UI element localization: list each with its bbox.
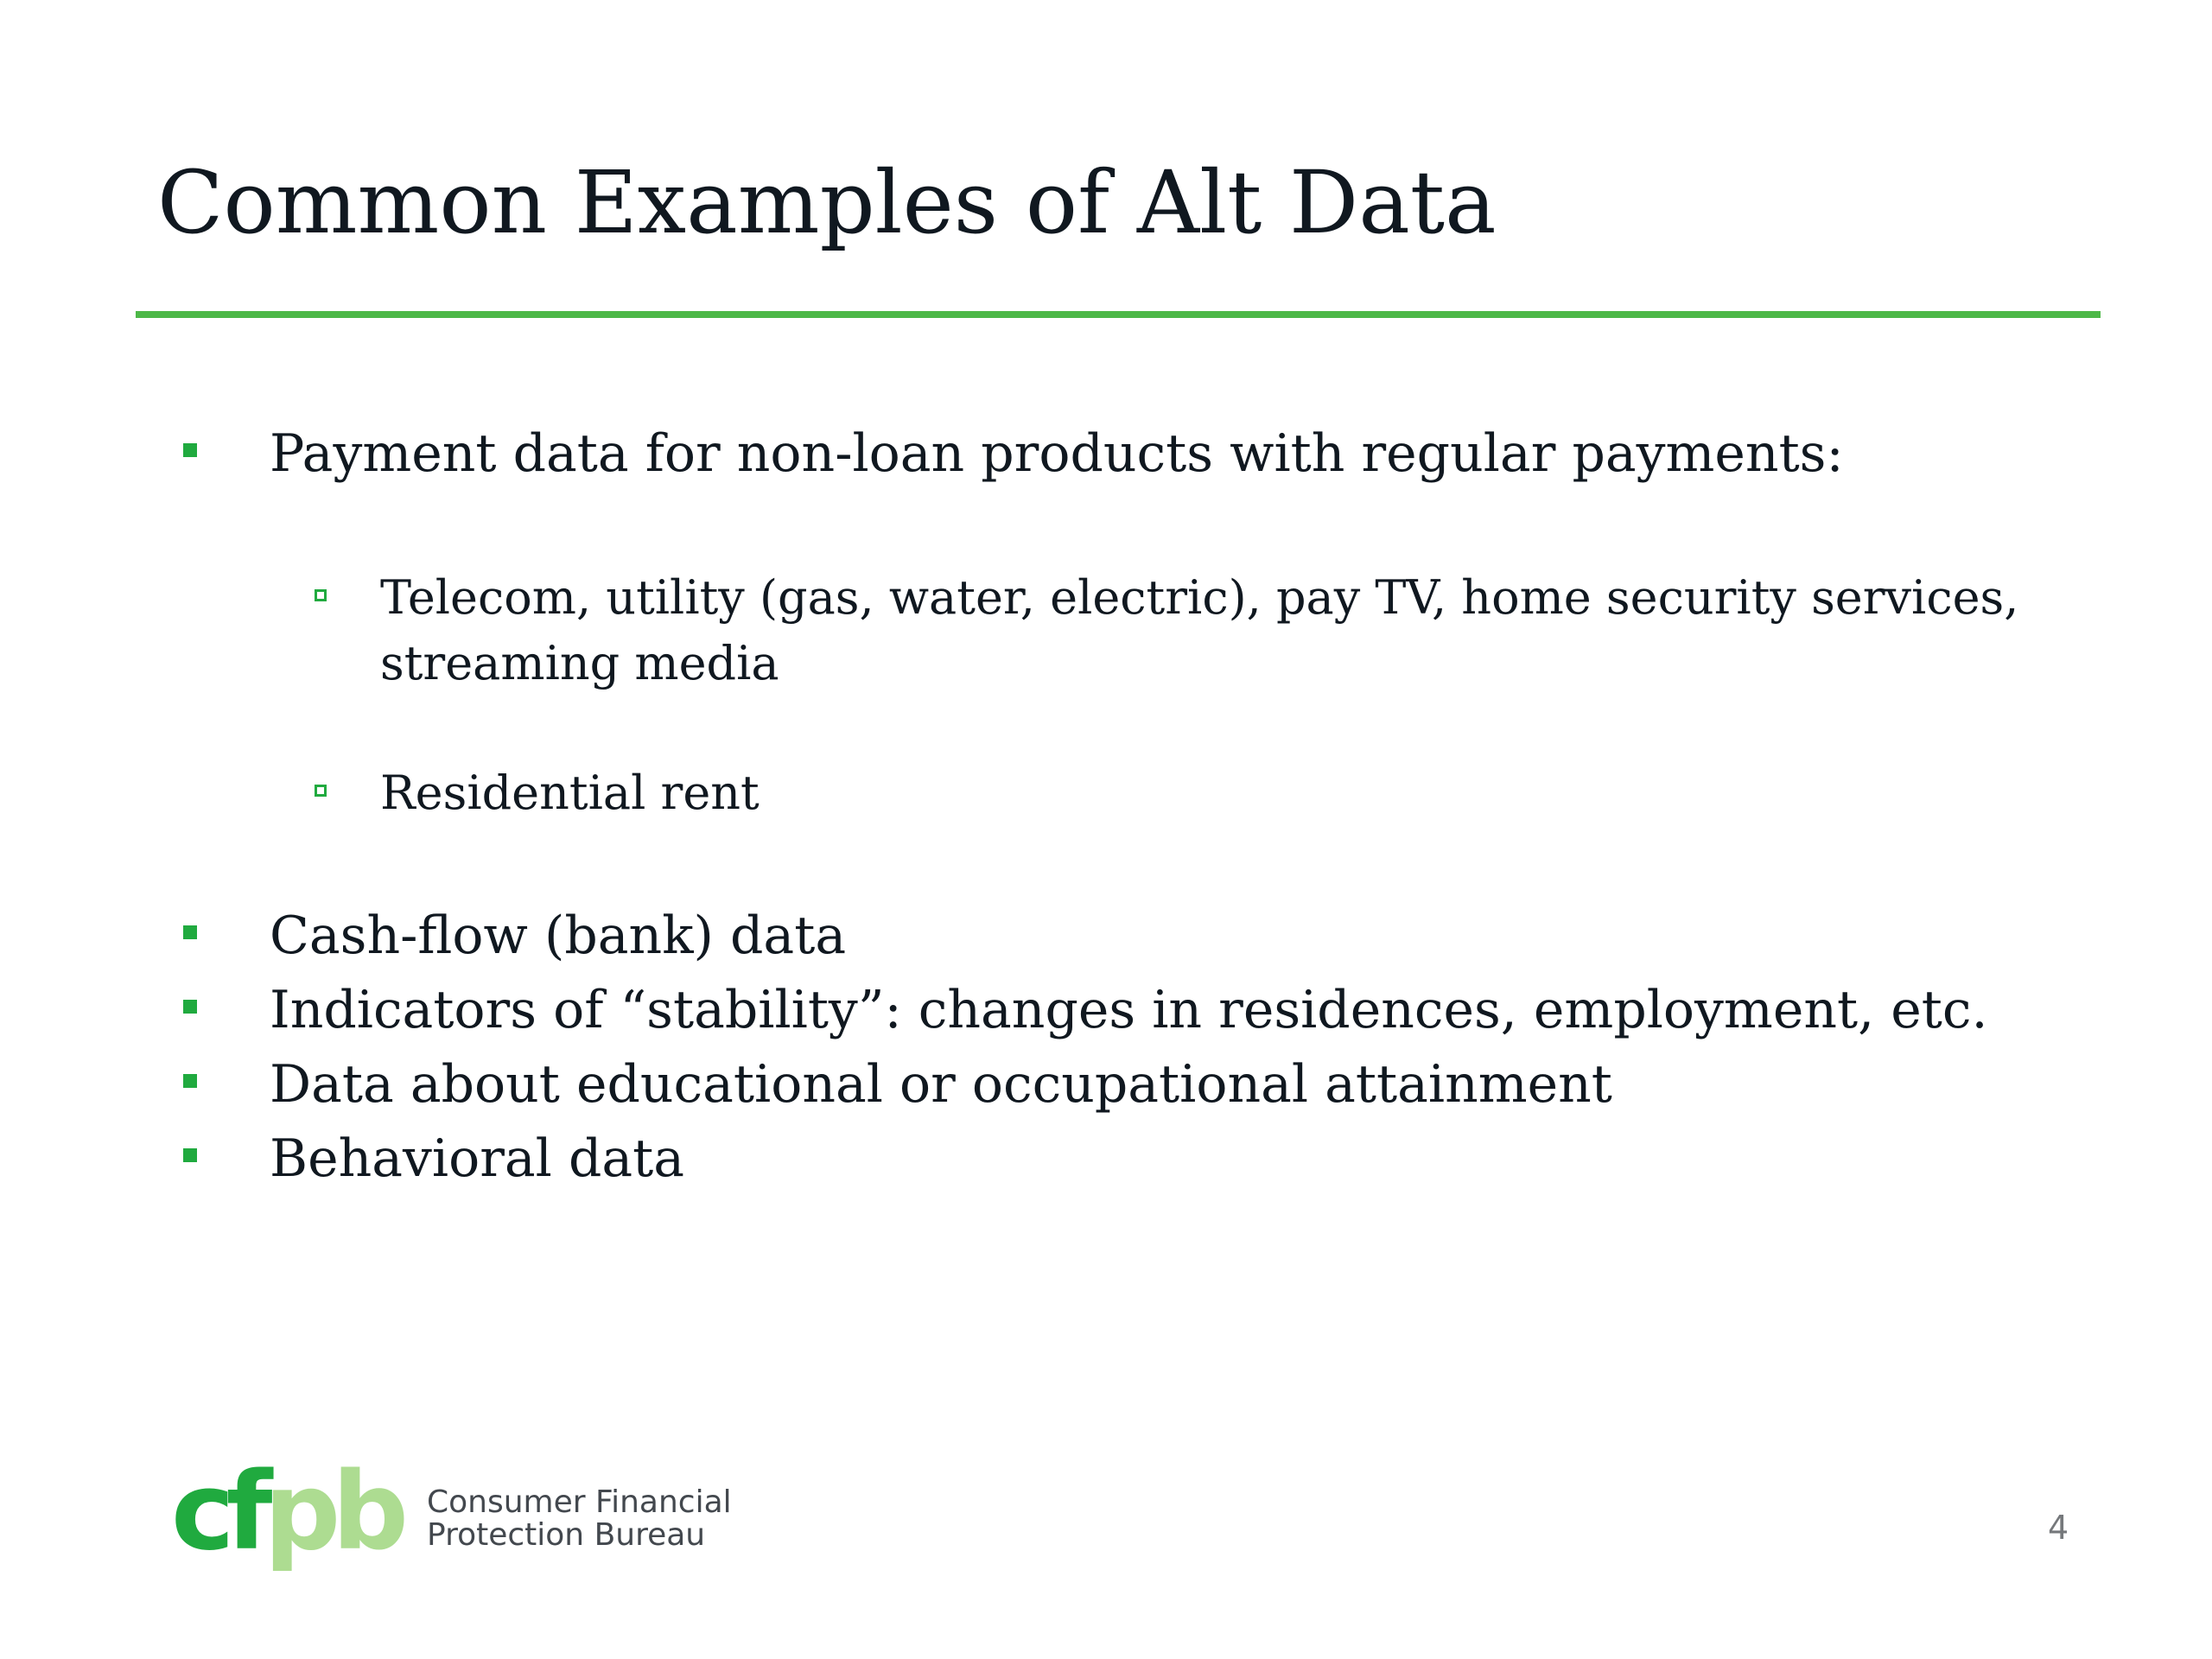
- page-number: 4: [2048, 1509, 2069, 1547]
- title-divider: [136, 311, 2101, 318]
- logo-letter-f: f: [226, 1460, 264, 1574]
- bullet-text: Payment data for non-loan products with regular payments:: [270, 423, 1844, 484]
- organization-name-line1: Consumer Financial: [427, 1484, 732, 1520]
- square-bullet-icon: [183, 1074, 197, 1088]
- square-bullet-icon: [183, 1148, 197, 1162]
- logo-letter-b: b: [332, 1460, 400, 1574]
- organization-name-line2: Protection Bureau: [427, 1517, 706, 1553]
- hollow-square-bullet-icon: [315, 589, 327, 601]
- cfpb-logo: [169, 1460, 411, 1581]
- square-bullet-icon: [183, 925, 197, 939]
- bullet-text: Data about educational or occupational attainment: [270, 1054, 1612, 1115]
- sub-bullet-text-continued: streaming media: [380, 636, 779, 690]
- logo-letter-c: c: [171, 1460, 226, 1574]
- logo-letter-p: p: [264, 1460, 333, 1574]
- bullet-text: Indicators of “stability”: changes in residences, employment, etc.: [270, 980, 1988, 1040]
- square-bullet-icon: [183, 1000, 197, 1014]
- sub-bullet-text: Residential rent: [380, 766, 760, 820]
- hollow-square-bullet-icon: [315, 785, 327, 797]
- sub-bullet-text: Telecom, utility (gas, water, electric), pay TV, home security services,: [380, 570, 2019, 625]
- svg-text:cfpb: [171, 1460, 404, 1574]
- bullet-text: Cash-flow (bank) data: [270, 906, 847, 966]
- organization-name: [427, 1486, 732, 1552]
- bullet-text: Behavioral data: [270, 1128, 684, 1189]
- slide-title: Common Examples of Alt Data: [157, 152, 1497, 253]
- square-bullet-icon: [183, 443, 197, 457]
